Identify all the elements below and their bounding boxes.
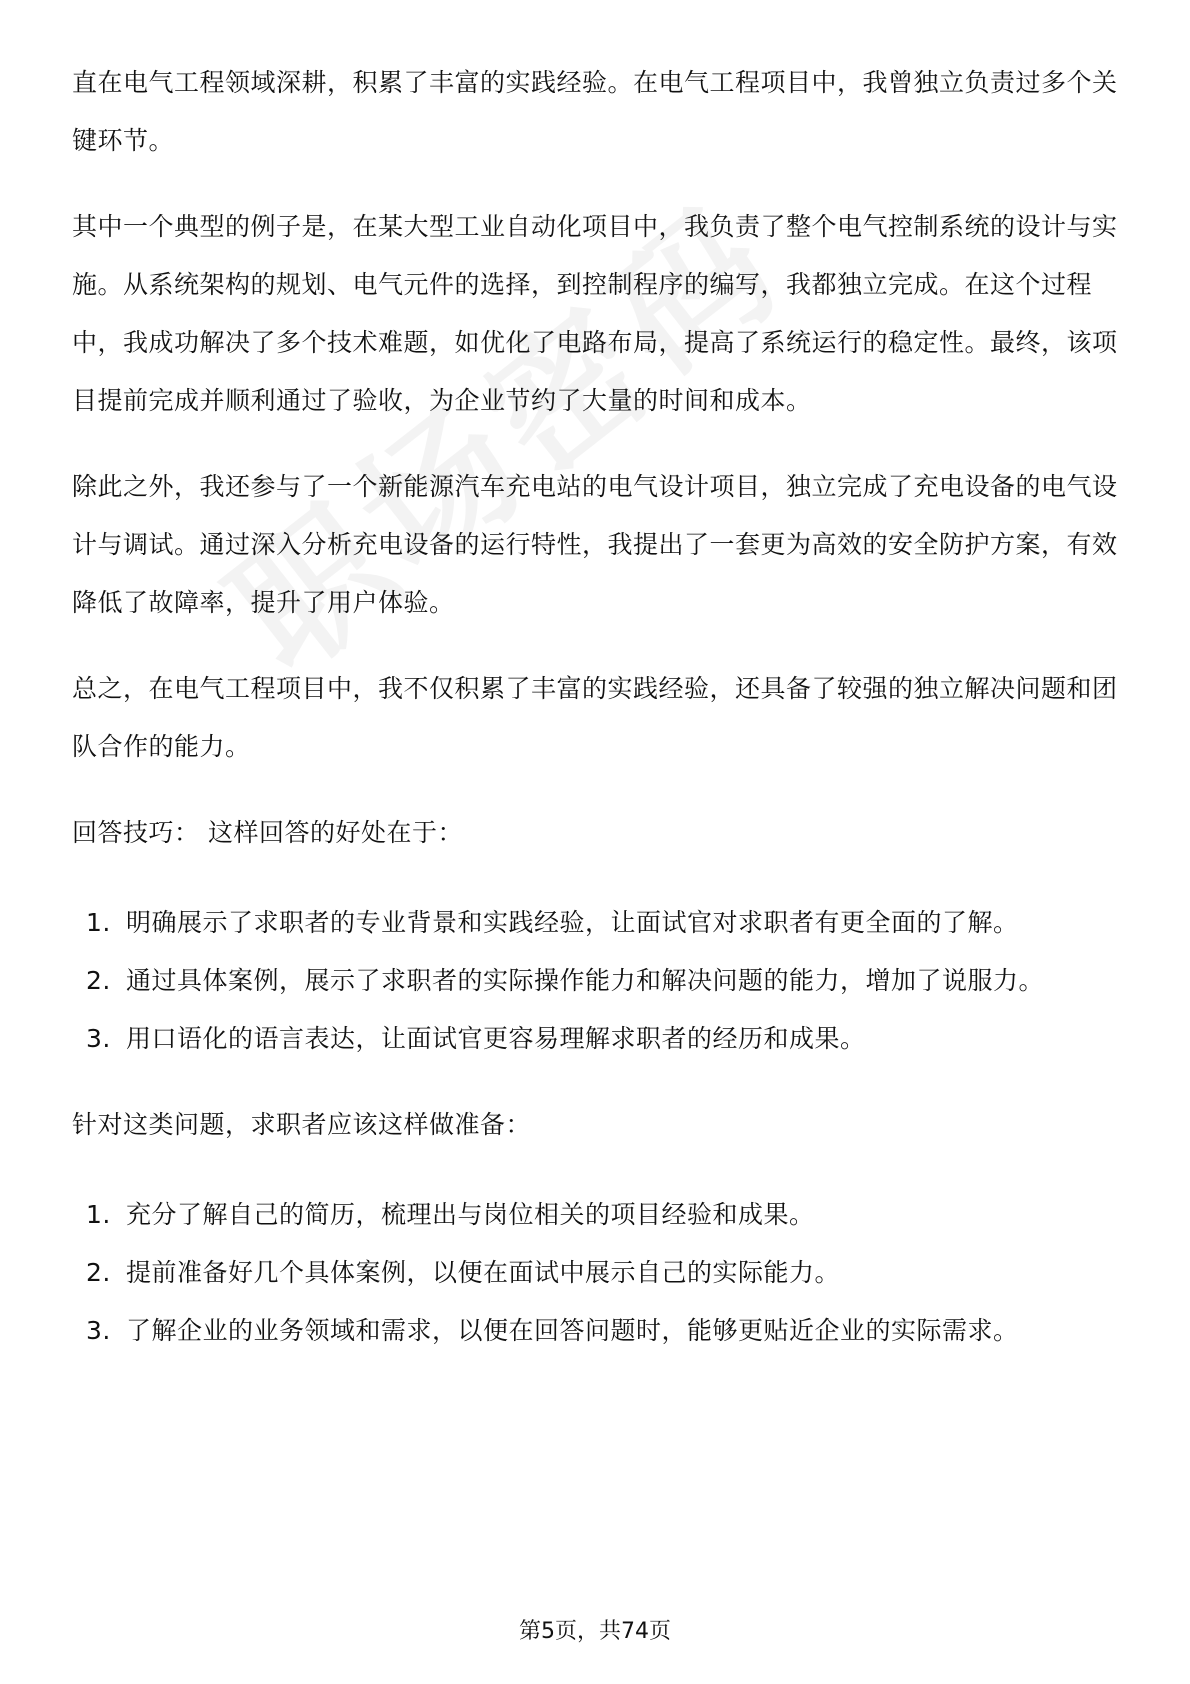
preparation-list [72, 1186, 1120, 1360]
page-number-footer: 第5页，共74页 [519, 1619, 671, 1644]
list-item [72, 894, 1120, 952]
list-number: 2. [86, 1258, 111, 1287]
paragraph-summary: 总之，在电气工程项目中，我不仅积累了丰富的实践经验，还具备了较强的独立解决问题和团队合作的能力。 [72, 674, 1118, 761]
document-body [72, 54, 1120, 1388]
list-number: 1. [86, 1200, 111, 1229]
list-item [72, 1302, 1120, 1360]
list-item-text: 通过具体案例，展示了求职者的实际操作能力和解决问题的能力，增加了说服力。 [126, 966, 1045, 995]
list-number: 1. [86, 908, 111, 937]
list-item-text: 用口语化的语言表达，让面试官更容易理解求职者的经历和成果。 [126, 1024, 866, 1053]
list-item-text: 明确展示了求职者的专业背景和实践经验，让面试官对求职者有更全面的了解。 [126, 908, 1019, 937]
list-item-text: 了解企业的业务领域和需求，以便在回答问题时，能够更贴近企业的实际需求。 [126, 1316, 1019, 1345]
answer-tips-list [72, 894, 1120, 1068]
list-item-text: 充分了解自己的简历，梳理出与岗位相关的项目经验和成果。 [126, 1200, 815, 1229]
paragraph-industrial-project: 其中一个典型的例子是，在某大型工业自动化项目中，我负责了整个电气控制系统的设计与实施。从系统架构的规划、电气元件的选择，到控制程序的编写，我都独立完成。在这个过程中，我成功解决了多个技术难题，如优化了电路布局，提高了系统运行的稳定性。最终，该项目提前完成并顺利通过了验收，为企业节约了大量的时间和成本。 [72, 212, 1118, 415]
preparation-heading: 针对这类问题，求职者应该这样做准备： [72, 1110, 532, 1139]
list-item-text: 提前准备好几个具体案例，以便在面试中展示自己的实际能力。 [126, 1258, 841, 1287]
list-item [72, 1186, 1120, 1244]
list-item [72, 1244, 1120, 1302]
list-item [72, 1010, 1120, 1068]
list-item [72, 952, 1120, 1010]
paragraph-charging-station-project: 除此之外，我还参与了一个新能源汽车充电站的电气设计项目，独立完成了充电设备的电气设计与调试。通过深入分析充电设备的运行特性，我提出了一套更为高效的安全防护方案，有效降低了故障率，提升了用户体验。 [72, 472, 1118, 617]
paragraph-experience-intro: 直在电气工程领域深耕，积累了丰富的实践经验。在电气工程项目中，我曾独立负责过多个关键环节。 [72, 68, 1118, 155]
list-number: 3. [86, 1024, 111, 1053]
list-number: 2. [86, 966, 111, 995]
answer-tips-heading: 回答技巧： 这样回答的好处在于： [72, 818, 463, 847]
list-number: 3. [86, 1316, 111, 1345]
